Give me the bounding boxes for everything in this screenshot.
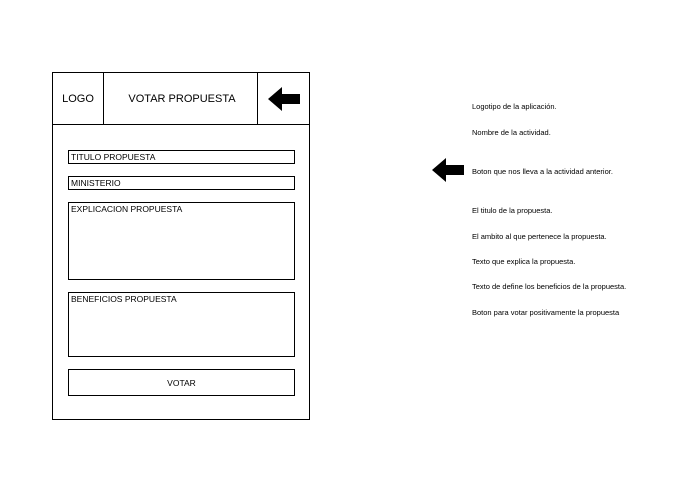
left-arrow-icon xyxy=(268,87,300,111)
explicacion-propuesta-field[interactable] xyxy=(68,202,295,280)
beneficios-propuesta-field[interactable] xyxy=(68,292,295,357)
legend-desc: Texto que explica la propuesta. xyxy=(472,257,576,266)
titulo-propuesta-field[interactable] xyxy=(68,150,295,164)
back-button[interactable] xyxy=(257,73,309,124)
votar-button[interactable]: VOTAR xyxy=(68,369,295,396)
mockup-header xyxy=(53,73,309,125)
explicacion-propuesta-label: EXPLICACION PROPUESTA xyxy=(71,204,183,214)
legend-desc: Nombre de la actividad. xyxy=(472,128,551,137)
phone-mockup xyxy=(52,72,310,420)
beneficios-propuesta-label: BENEFICIOS PROPUESTA xyxy=(71,294,177,304)
legend-desc: Boton que nos lleva a la actividad anterior. xyxy=(472,167,613,176)
left-arrow-icon xyxy=(432,158,464,182)
legend-desc: Logotipo de la aplicación. xyxy=(472,102,557,111)
legend-desc: El titulo de la propuesta. xyxy=(472,206,553,215)
ministerio-field[interactable] xyxy=(68,176,295,190)
legend-desc: Texto de define los beneficios de la propuesta. xyxy=(472,282,627,291)
logo: LOGO xyxy=(53,73,104,124)
page-title: VOTAR PROPUESTA xyxy=(128,92,236,105)
legend-desc: El ambito al que pertenece la propuesta. xyxy=(472,232,607,241)
legend-desc: Boton para votar positivamente la propuesta xyxy=(472,308,620,317)
titulo-propuesta-label: TITULO PROPUESTA xyxy=(71,152,156,162)
ministerio-label: MINISTERIO xyxy=(71,178,121,188)
